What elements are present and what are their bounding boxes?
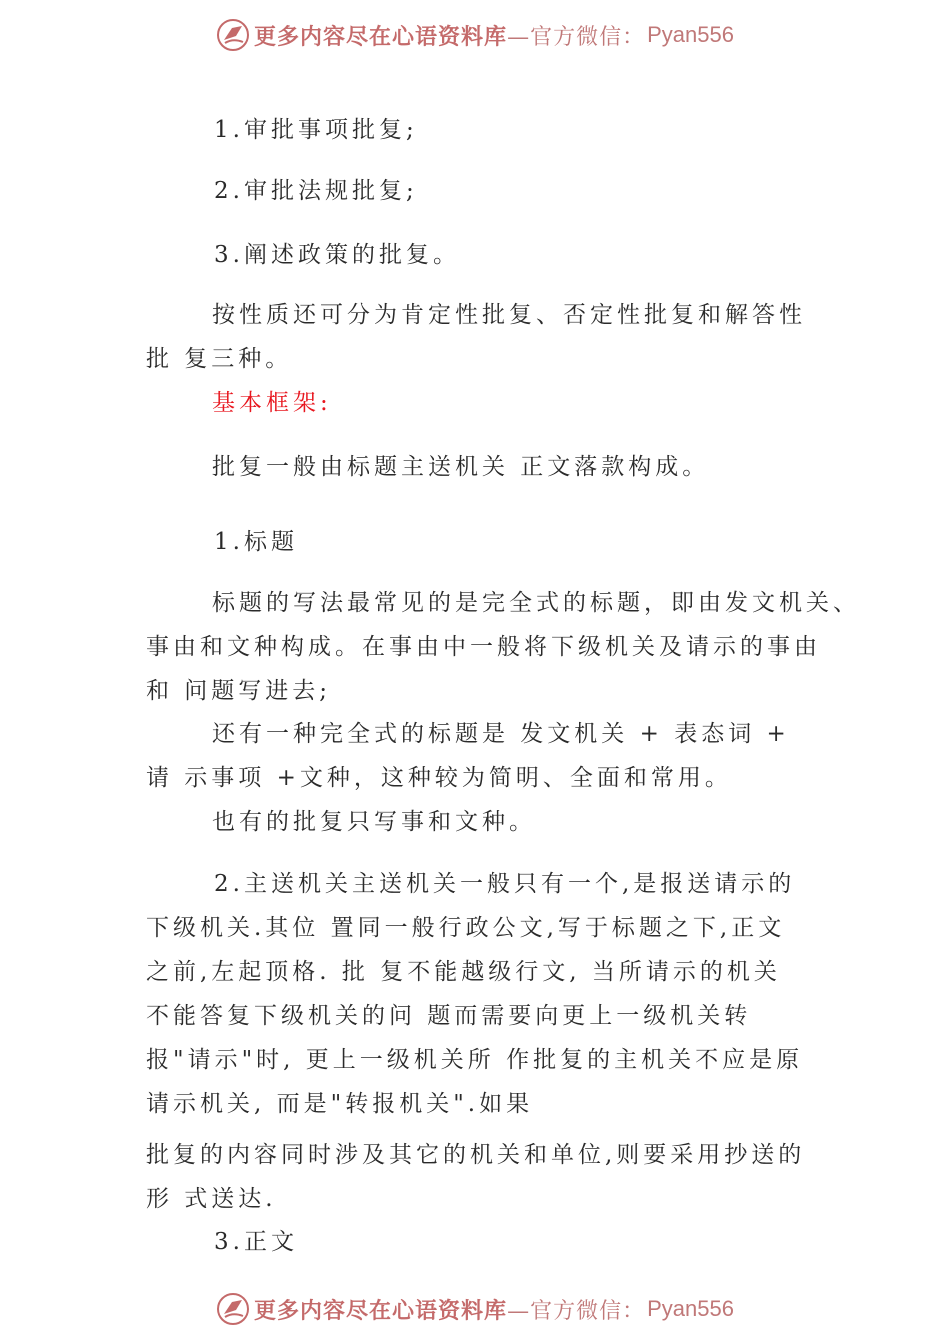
framework-heading: 基本框架: xyxy=(212,390,332,416)
footer-banner xyxy=(0,1289,950,1329)
sec2-line8: 形 式送达. xyxy=(146,1186,277,1212)
header-brand-text: 更多内容尽在心语资料库 xyxy=(254,23,508,50)
sec2-line7: 批复的内容同时涉及其它的机关和单位,则要采用抄送的 xyxy=(146,1142,806,1168)
sec2-line2: 下级机关.其位 置同一般行政公文,写于标题之下,正文 xyxy=(146,915,786,941)
footer-brand-text: 更多内容尽在心语资料库 xyxy=(254,1297,508,1324)
sec2-line4: 不能答复下级机关的问 题而需要向更上一级机关转 xyxy=(146,1003,752,1029)
list-item-3: 3.阐述政策的批复。 xyxy=(214,242,460,268)
footer-wechat-id: Pyan556 xyxy=(647,1296,734,1321)
section-3-title: 3.正文 xyxy=(214,1229,298,1255)
sec1-para2-line1: 还有一种完全式的标题是 发文机关 + 表态词 + xyxy=(212,721,790,747)
header-wechat-id: Pyan556 xyxy=(647,22,734,47)
sec1-para1-line3: 和 问题写进去; xyxy=(146,678,332,704)
list-item-2: 2.审批法规批复; xyxy=(214,178,418,204)
sec1-para3: 也有的批复只写事和文种。 xyxy=(212,809,536,835)
sec2-line3: 之前,左起顶格. 批 复不能越级行文, 当所请示的机关 xyxy=(146,959,781,985)
nature-line-1: 按性质还可分为肯定性批复、否定性批复和解答性 xyxy=(212,302,806,328)
sec1-para1-line2: 事由和文种构成。在事由中一般将下级机关及请示的事由 xyxy=(146,634,821,660)
sec1-para2-line2: 请 示事项 +文种，这种较为简明、全面和常用。 xyxy=(146,765,732,791)
section-1-title: 1.标题 xyxy=(214,529,298,555)
sec2-line1: 2.主送机关主送机关一般只有一个,是报送请示的 xyxy=(214,871,796,897)
brand-logo-icon xyxy=(216,18,250,52)
nature-line-2: 批 复三种。 xyxy=(146,346,293,372)
footer-wechat-label: —官方微信： xyxy=(507,1298,646,1324)
sec1-para1-line1: 标题的写法最常见的是完全式的标题，即由发文机关、 xyxy=(212,590,860,616)
header-banner xyxy=(0,15,950,55)
brand-logo-icon xyxy=(216,1292,250,1326)
header-wechat-label: —官方微信： xyxy=(507,24,646,50)
sec2-line5: 报"请示"时, 更上一级机关所 作批复的主机关不应是原 xyxy=(146,1047,804,1073)
list-item-1: 1.审批事项批复; xyxy=(214,117,418,143)
framework-text: 批复一般由标题主送机关 正文落款构成。 xyxy=(212,454,710,480)
sec2-line6: 请示机关, 而是"转报机关".如果 xyxy=(146,1091,534,1117)
